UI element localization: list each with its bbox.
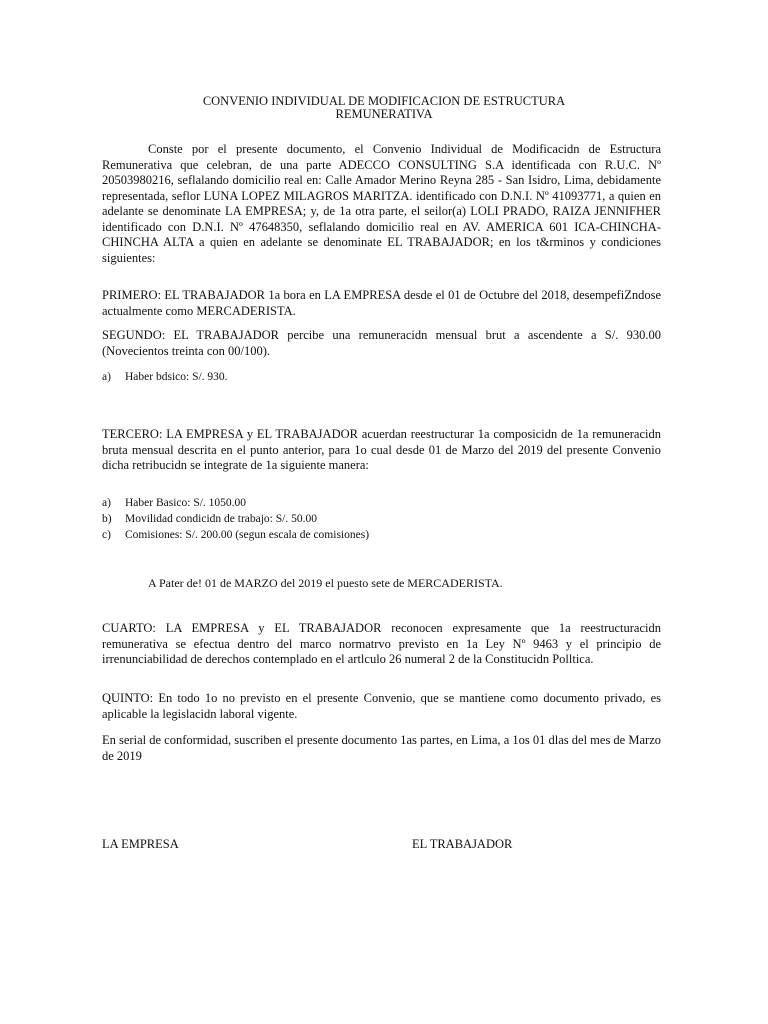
list-marker: c) <box>102 529 111 541</box>
signature-trabajador-label: EL TRABAJADOR <box>412 837 513 851</box>
clause-segundo: SEGUNDO: EL TRABAJADOR percibe una remuneracidn mensual brut a ascendente a S/. 930.00 (Novecientos treinta con 00/100). <box>102 328 661 358</box>
clause-primero: PRIMERO: EL TRABAJADOR 1a bora en LA EMPRESA desde el 01 de Octubre del 2018, desempefiZndose actualmente como MERCADERISTA. <box>102 288 661 318</box>
closing-paragraph: En serial de conformidad, suscriben el presente documento 1as partes, en Lima, a 1os 01 dlas del mes de Marzo de 2019 <box>102 733 661 763</box>
list-item-text: Haber Basico: S/. 1050.00 <box>125 497 247 509</box>
document-title-line-1: CONVENIO INDIVIDUAL DE MODIFICACION DE ESTRUCTURA <box>202 94 566 108</box>
list-marker: a) <box>102 497 111 509</box>
segundo-list-item <box>102 370 228 384</box>
document-title-line-2: REMUNERATIVA <box>335 107 433 121</box>
tercero-list-item <box>102 512 317 526</box>
list-item-text: Comisiones: S/. 200.00 (segun escala de comisiones) <box>125 529 370 541</box>
tercero-list-item <box>102 496 246 510</box>
intro-paragraph: Conste por el presente documento, el Convenio Individual de Modificacidn de Estructura Remunerativa que celebran, de una parte ADECCO CONSULTING S.A identificada con R.U.C. Nº 20503980216, seflalando domicilio real en: Calle Amador Merino Reyna 285 - San Isidro, Lima, debidamente representada, seflor LUNA LOPEZ MILAGROS MARITZA. identificado con D.N.I. Nº 41093771, a quien en adelante se denominate LA EMPRESA; y, de 1a otra parte, el seilor(a) LOLI PRADO, RAIZA JENNIFHER identificado con D.N.I. Nº 47648350, seflalando domicilio real en AV. AMERICA 601 ICA-CHINCHA-CHINCHA ALTA a quien en adelante se denominate EL TRABAJADOR; en los t&rminos y condiciones siguientes: <box>102 142 661 265</box>
clause-cuarto: CUARTO: LA EMPRESA y EL TRABAJADOR reconocen expresamente que 1a reestructuracidn remunerativa se efectua dentro del marco normatrvo previsto en 1a Ley Nº 9463 y el principio de irrenunciabilidad de derechos contemplado en el artlculo 26 numeral 2 de la Constitucidn Polltica. <box>102 621 661 666</box>
list-item-text: Movilidad condicidn de trabajo: S/. 50.00 <box>125 513 317 525</box>
tercero-list-item <box>102 528 369 542</box>
list-item-text: Haber bdsico: S/. 930. <box>125 371 228 383</box>
clause-tercero: TERCERO: LA EMPRESA y EL TRABAJADOR acuerdan reestructurar 1a composicidn de 1a remuneracidn bruta mensual descrita en el punto anterior, para 1o cual desde 01 de Marzo del 2019 del presente Convenio dicha retribucidn se integrate de 1a siguiente manera: <box>102 427 661 472</box>
clause-quinto: QUINTO: En todo 1o no previsto en el presente Convenio, que se mantiene como documento privado, es aplicable la legislacidn laboral vigente. <box>102 691 661 721</box>
list-marker: a) <box>102 371 111 383</box>
puesto-statement: A Pater de! 01 de MARZO del 2019 el puesto sete de MERCADERISTA. <box>148 576 503 590</box>
signature-empresa-label: LA EMPRESA <box>102 837 179 851</box>
list-marker: b) <box>102 513 112 525</box>
